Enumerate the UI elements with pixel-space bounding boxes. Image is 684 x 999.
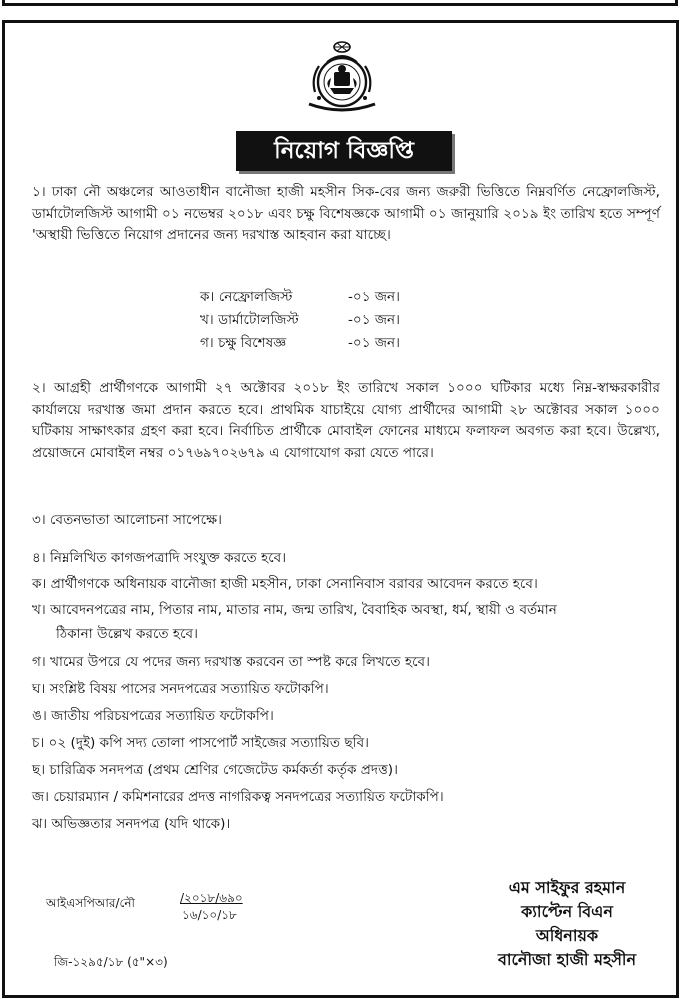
document-item: গ। খামের উপরে যে পদের জন্য দরখাস্ত করবেন তা স্পষ্ট করে লিখতে হবে। bbox=[32, 654, 430, 670]
notice-title: নিয়োগ বিজ্ঞপ্তি bbox=[236, 131, 452, 171]
navy-crest-icon bbox=[301, 38, 383, 116]
post-name: ক। নেফ্রোলজিস্ট bbox=[200, 289, 293, 305]
reference-date: ১৬/১০/১৮ bbox=[182, 908, 237, 922]
document-item: ঘ। সংশ্লিষ্ট বিষয় পাসের সনদপত্রের সত্যায়িত ফটোকপি। bbox=[32, 681, 329, 697]
paragraph-2: ২। আগ্রহী প্রার্থীগণকে আগামী ২৭ অক্টোবর ২০১৮ ইং তারিখে সকাল ১০০০ ঘটিকার মধ্যে নিম্ন-স্বাক্ষরকারীর কার্যালয়ে দরখাস্ত জমা প্রদান করতে হবে। প্রাথমিক যাচাইয়ে যোগ্য প্রার্থীদের আগামী ২৮ অক্টোবর সকাল ১০০০ ঘটিকায় সাক্ষাৎকার গ্রহণ করা হবে। নির্বাচিত প্রার্থীকে মোবাইল ফোনের মাধ্যমে ফলাফল অবগত করা হবে। উল্লেখ্য, প্রয়োজনে মোবাইল নম্বর ০১৭৬৯৭০২৬৭৯ এ যোগাযোগ করা যেতে পারে। bbox=[32, 380, 660, 461]
signatory-rank: ক্যাপ্টেন বিএন bbox=[521, 902, 613, 921]
list-item bbox=[200, 309, 460, 332]
list-item bbox=[200, 286, 460, 309]
document-item: খ। আবেদনপত্রের নাম, পিতার নাম, মাতার নাম, জন্ম তারিখ, বৈবাহিক অবস্থা, ধর্ম, স্থায়ী ও বর্তমান bbox=[32, 602, 557, 618]
list-item bbox=[200, 332, 460, 355]
document-item: ঙ। জাতীয় পরিচয়পত্রের সত্যায়িত ফটোকপি। bbox=[32, 708, 274, 724]
signatory-name: এম সাইফুর রহমান bbox=[508, 878, 626, 897]
post-count: -০১ জন। bbox=[348, 335, 401, 351]
document-item-continued: ঠিকানা উল্লেখ করতে হবে। bbox=[56, 626, 198, 642]
signatory-designation: অধিনায়ক bbox=[535, 926, 599, 945]
paragraph-1: ১। ঢাকা নৌ অঞ্চলের আওতাধীন বানৌজা হাজী মহসীন সিক-বের জন্য জরুরী ভিত্তিতে নিম্নবর্ণিত নেফ্রোলজিস্ট, ডার্মাটোলজিস্ট আগামী ০১ নভেম্বর ২০১৮ এবং চক্ষু বিশেষজ্ঞকে আগামী ০১ জানুয়ারি ২০১৯ ইং তারিখ হতে সম্পূর্ণ 'অস্থায়ী ভিত্তিতে নিয়োগ প্রদানের জন্য দরখাস্ত আহবান করা যাচ্ছে। bbox=[32, 184, 660, 243]
form-code: জি-১২৯৫/১৮ (৫"×৩) bbox=[54, 955, 168, 969]
document-item: ঝ। অভিজ্ঞতার সনদপত্র (যদি থাকে)। bbox=[32, 816, 231, 832]
paragraph-3: ৩। বেতনভাতা আলোচনা সাপেক্ষে। bbox=[32, 512, 222, 528]
post-list bbox=[200, 286, 460, 355]
post-name: গ। চক্ষু বিশেষজ্ঞ bbox=[200, 335, 287, 351]
post-count: -০১ জন। bbox=[348, 289, 401, 305]
document-item: চ। ০২ (দুই) কপি সদ্য তোলা পাসপোর্ট সাইজের সত্যায়িত ছবি। bbox=[32, 735, 369, 751]
reference-number: /২০১৮/৬৯০ bbox=[180, 891, 243, 905]
document-item: ছ। চারিত্রিক সনদপত্র (প্রথম শ্রেণির গেজেটেড কর্মকর্তা কর্তৃক প্রদত্ত)। bbox=[32, 762, 398, 778]
post-name: খ। ডার্মাটোলজিস্ট bbox=[200, 312, 299, 328]
paragraph-4: ৪। নিম্নলিখিত কাগজপত্রাদি সংযুক্ত করতে হবে। bbox=[32, 550, 287, 566]
reference-code: আইএসপিআর/নৌ bbox=[46, 896, 135, 910]
previous-notice-border bbox=[2, 0, 678, 6]
document-item: ক। প্রার্থীগণকে অধিনায়ক বানৌজা হাজী মহসীন, ঢাকা সেনানিবাস বরাবর আবেদন করতে হবে। bbox=[32, 576, 538, 592]
post-count: -০১ জন। bbox=[348, 312, 401, 328]
document-item: জ। চেয়ারম্যান / কমিশনারের প্রদত্ত নাগরিকত্ব সনদপত্রের সত্যায়িত ফটোকপি। bbox=[32, 789, 444, 805]
signatory-unit: বানৌজা হাজী মহসীন bbox=[497, 950, 637, 969]
